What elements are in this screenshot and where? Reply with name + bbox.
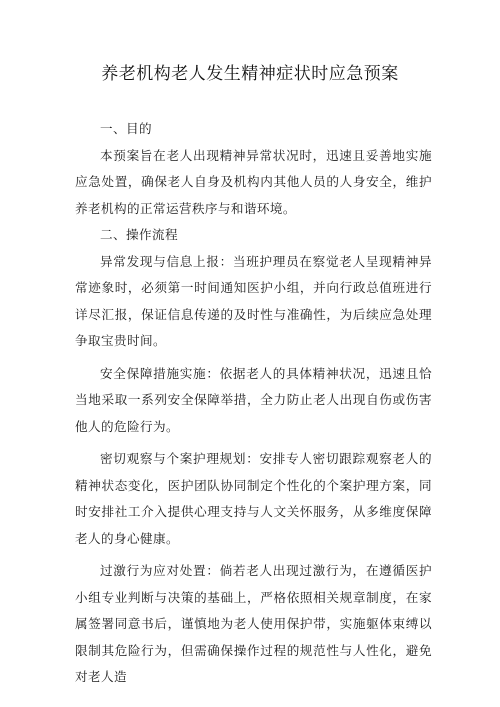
paragraph-observation: 密切观察与个案护理规划：安排专人密切跟踪观察老人的精神状态变化，医护团队协同制定个性化的个案护理方案，同时安排社工介入提供心理支持与人文关怀服务，从多维度保障老人的身心健康。 [75, 451, 432, 546]
paragraph-restraint: 过激行为应对处置：倘若老人出现过激行为，在遵循医护小组专业判断与决策的基础上，严格依照相关规章制度，在家属签署同意书后，谨慎地为老人使用保护带，实施躯体束缚以限制其危险行为，但需确保操作过程的规范性与人性化，避免对老人造 [75, 563, 432, 684]
document-body [70, 116, 432, 691]
section-heading-purpose: 一、目的 [100, 121, 152, 136]
document-title: 养老机构老人发生精神症状时应急预案 [101, 64, 399, 84]
paragraph-purpose: 本预案旨在老人出现精神异常状况时，迅速且妥善地实施应急处置，确保老人自身及机构内其他人员的人身安全，维护养老机构的正常运营秩序与和谐环境。 [75, 147, 432, 216]
paragraph-report: 异常发现与信息上报：当班护理员在察觉老人呈现精神异常迹象时，必须第一时间通知医护小组，并向行政总值班进行详尽汇报，保证信息传递的及时性与准确性，为后续应急处理争取宝贵时间。 [75, 253, 432, 348]
paragraph-safety: 安全保障措施实施：依据老人的具体精神状况，迅速且恰当地采取一系列安全保障举措，全力防止老人出现自伤或伤害他人的危险行为。 [75, 365, 432, 434]
section-heading-procedure: 二、操作流程 [100, 227, 178, 242]
